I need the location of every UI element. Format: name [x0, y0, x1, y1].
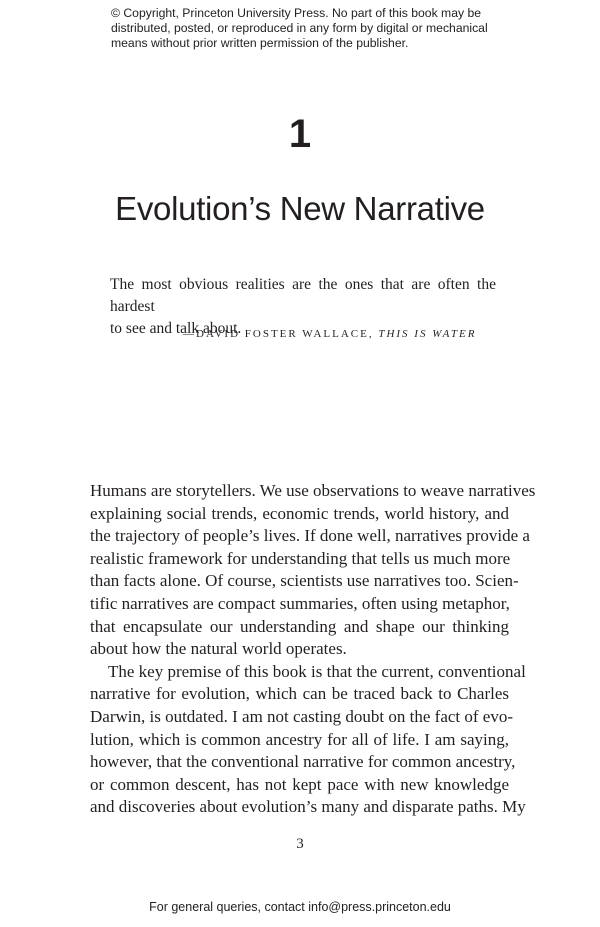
- chapter-number: 1: [288, 112, 312, 156]
- body-line: however, that the conventional narrative for common ancestry,: [90, 752, 516, 772]
- attribution-author: —DAVID FOSTER WALLACE,: [183, 328, 374, 340]
- body-line: lution, which is common ancestry for all of life. I am saying,: [90, 729, 509, 749]
- body-line: about how the natural world operates.: [90, 639, 347, 659]
- chapter-title: Evolution’s New Narrative: [115, 190, 485, 227]
- body-line: realistic framework for understanding that tells us much more: [90, 548, 511, 568]
- epigraph-line: The most obvious realities are the ones that are often the hardest: [110, 276, 496, 315]
- copyright-line: distributed, posted, or reproduced in any form by digital or mechanical: [111, 21, 488, 35]
- body-line: or common descent, has not kept pace with new knowledge: [90, 774, 509, 794]
- body-line: than facts alone. Of course, scientists use narratives too. Scien-: [90, 571, 519, 591]
- body-line: Darwin, is outdated. I am not casting doubt on the fact of evo-: [90, 706, 513, 726]
- copyright-notice: [111, 6, 511, 51]
- body-line: narrative for evolution, which can be traced back to Charles: [90, 684, 509, 704]
- copyright-line: means without prior written permission of the publisher.: [111, 36, 409, 50]
- footer-contact: For general queries, contact info@press.princeton.edu: [149, 900, 451, 914]
- page-number: 3: [296, 836, 304, 852]
- epigraph-attribution: [183, 328, 476, 340]
- body-line: The key premise of this book is that the current, conventional: [108, 661, 526, 681]
- body-line: the trajectory of people’s lives. If done well, narratives provide a: [90, 526, 530, 546]
- copyright-line: © Copyright, Princeton University Press. No part of this book may be: [111, 6, 482, 20]
- body-line: explaining social trends, economic trends, world history, and: [90, 503, 509, 523]
- body-line: Humans are storytellers. We use observations to weave narratives: [90, 481, 536, 500]
- body-text: [90, 480, 536, 819]
- attribution-work: THIS IS WATER: [378, 328, 477, 340]
- epigraph-line: to see and talk about.: [110, 320, 242, 337]
- body-line: and discoveries about evolution’s many and disparate paths. My: [90, 797, 526, 817]
- body-line: tific narratives are compact summaries, often using metaphor,: [90, 593, 510, 613]
- body-line: that encapsulate our understanding and shape our thinking: [90, 616, 509, 636]
